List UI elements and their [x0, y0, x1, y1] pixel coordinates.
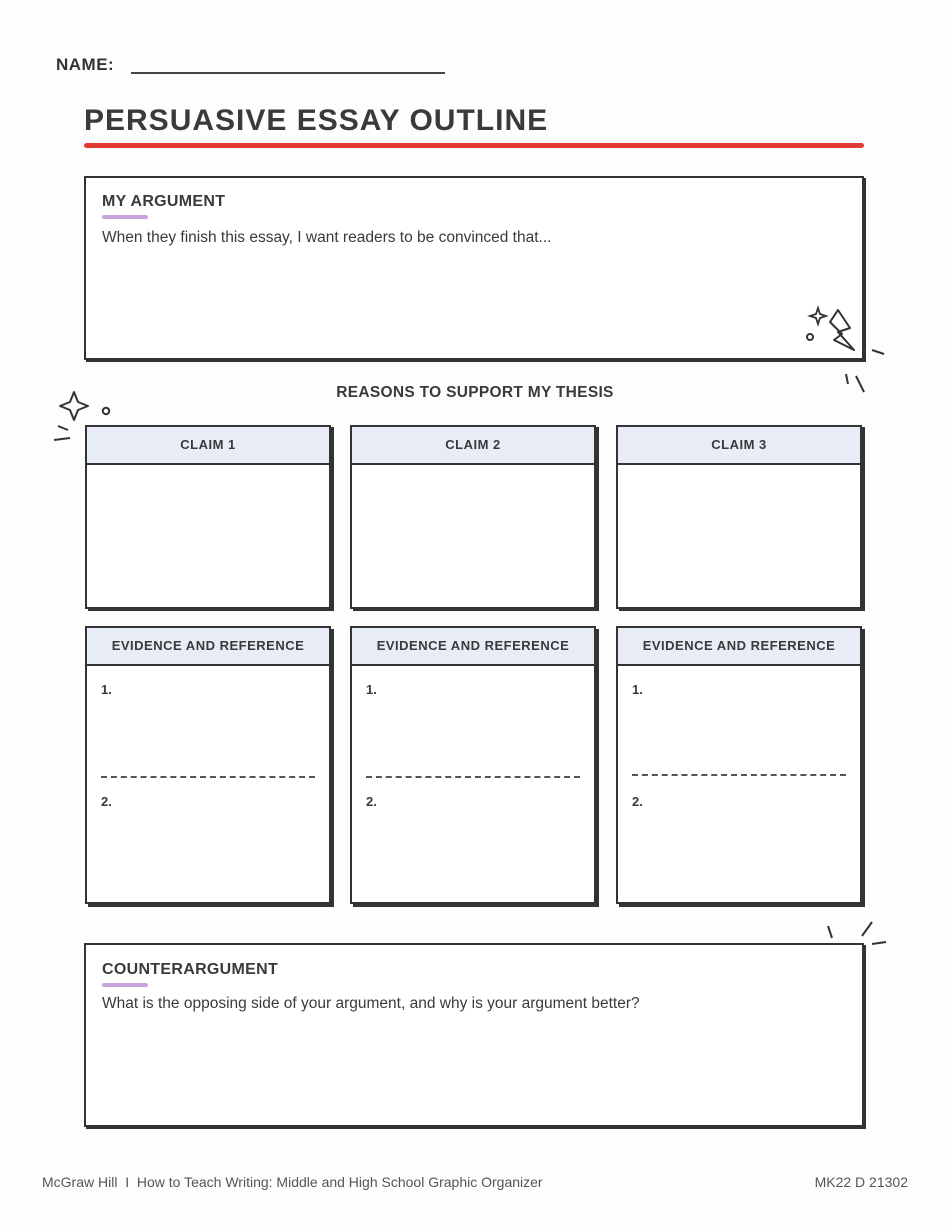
- argument-box[interactable]: [84, 176, 864, 360]
- footer-code: MK22 D 21302: [814, 1174, 908, 1190]
- counterargument-box[interactable]: [84, 943, 864, 1127]
- evidence-2-box[interactable]: [350, 626, 596, 904]
- evidence-1-divider: [101, 776, 315, 778]
- footer-credit: McGraw Hill I How to Teach Writing: Middle and High School Graphic Organizer: [42, 1174, 543, 1190]
- title-underline: [84, 143, 864, 148]
- evidence-2-item-1: 1.: [366, 682, 377, 697]
- evidence-2-item-2: 2.: [366, 794, 377, 809]
- claim-3-header: CLAIM 3: [618, 427, 860, 465]
- name-label: NAME:: [56, 55, 115, 74]
- claim-1-box[interactable]: [85, 425, 331, 609]
- argument-prompt: When they finish this essay, I want readers to be convinced that...: [102, 229, 552, 246]
- reasons-heading: REASONS TO SUPPORT MY THESIS: [336, 384, 614, 401]
- counterargument-prompt: What is the opposing side of your argument, and why is your argument better?: [102, 995, 640, 1012]
- page-title: PERSUASIVE ESSAY OUTLINE: [84, 104, 549, 137]
- counterargument-title: COUNTERARGUMENT: [102, 961, 279, 978]
- evidence-3-item-1: 1.: [632, 682, 643, 697]
- evidence-1-item-2: 2.: [101, 794, 112, 809]
- evidence-1-header: EVIDENCE AND REFERENCE: [87, 628, 329, 666]
- evidence-2-header: EVIDENCE AND REFERENCE: [352, 628, 594, 666]
- claim-1-header: CLAIM 1: [87, 427, 329, 465]
- argument-title: MY ARGUMENT: [102, 193, 226, 210]
- evidence-1-item-1: 1.: [101, 682, 112, 697]
- evidence-2-divider: [366, 776, 580, 778]
- argument-title-underline: [102, 215, 148, 219]
- name-write-line[interactable]: [131, 72, 445, 74]
- evidence-3-header: EVIDENCE AND REFERENCE: [618, 628, 860, 666]
- evidence-3-item-2: 2.: [632, 794, 643, 809]
- claim-2-header: CLAIM 2: [352, 427, 594, 465]
- evidence-1-box[interactable]: [85, 626, 331, 904]
- evidence-3-box[interactable]: [616, 626, 862, 904]
- evidence-3-divider: [632, 774, 846, 776]
- claim-2-box[interactable]: [350, 425, 596, 609]
- counterargument-title-underline: [102, 983, 148, 987]
- claim-3-box[interactable]: [616, 425, 862, 609]
